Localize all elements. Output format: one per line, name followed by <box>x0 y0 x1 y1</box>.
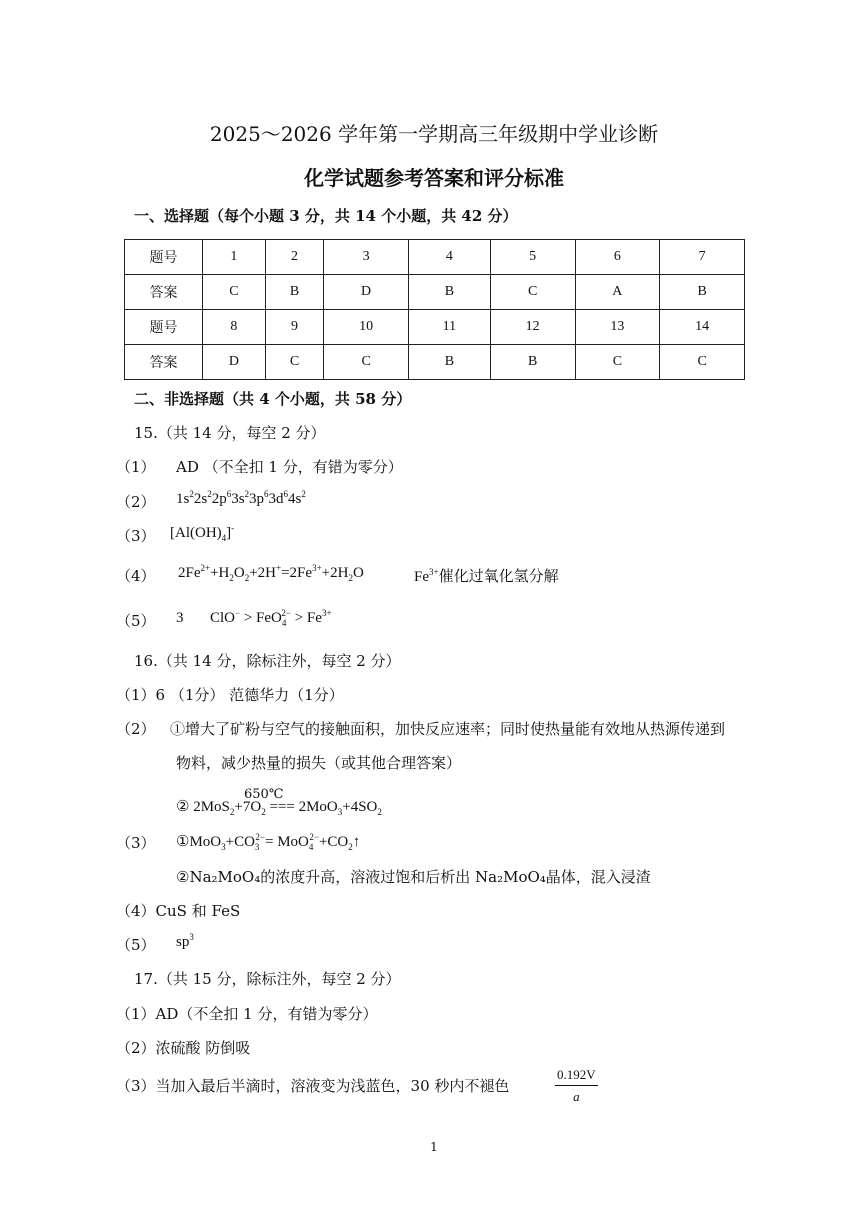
fraction-numerator: 0.192V <box>555 1067 598 1086</box>
table-cell: A <box>575 275 660 310</box>
q15-part4-note: $Fe^{3+}$催化过氧化氢分解 <box>414 567 559 585</box>
table-cell: B <box>408 275 490 310</box>
table-cell: B <box>408 345 490 380</box>
answer-table <box>124 239 745 380</box>
q16-part4: （4）CuS 和 FeS <box>116 902 241 920</box>
table-cell: D <box>324 275 409 310</box>
q16-part3-b: ②Na₂MoO₄的浓度升高，溶液过饱和后析出 Na₂MoO₄晶体，混入浸渣 <box>176 868 651 886</box>
q17-part2: （2）浓硫酸 防倒吸 <box>116 1039 251 1057</box>
q16-part2-num: （2） <box>116 720 156 738</box>
table-cell: B <box>490 345 575 380</box>
table-row <box>125 310 745 345</box>
q16-part3-a-equation: $①MoO_3+CO_3^{2-}=$ $MoO_4^{2-}+CO_2↑$ <box>176 832 361 852</box>
q15-part2-electron-config: $1s^22s^22p^63s^23p^63d^64s^2$ <box>176 489 306 507</box>
table-cell: 5 <box>490 240 575 275</box>
q17-part1: （1）AD（不全扣 1 分，有错为零分） <box>116 1005 378 1023</box>
q15-part4-equation: $2Fe^{2+}+H_2O_2+2H^+=2Fe^{3+}+2H_2O$ <box>178 563 364 583</box>
table-cell: 2 <box>265 240 323 275</box>
table-cell: 12 <box>490 310 575 345</box>
q15-part1-answer: AD （不全扣 1 分，有错为零分） <box>176 458 403 476</box>
table-cell: C <box>575 345 660 380</box>
table-cell: C <box>660 345 745 380</box>
section-heading-nonchoice: 二、非选择题（共 4 个小题，共 58 分） <box>134 390 412 408</box>
q16-reaction-condition: 650℃ <box>244 787 284 802</box>
table-cell: 6 <box>575 240 660 275</box>
q15-part5-oxidizer-order: $ClO^- > FeO_4^{2-} > Fe^{3+}$ <box>210 608 332 628</box>
q15-part3-formula: $[Al(OH)_4]^-$ <box>170 523 235 543</box>
section-heading-choice: 一、选择题（每个小题 3 分，共 14 个小题，共 42 分） <box>134 207 518 225</box>
table-cell: 10 <box>324 310 409 345</box>
q15-part3-num: （3） <box>116 527 156 545</box>
q15-part5-answer: 3 <box>176 610 184 626</box>
table-cell: 7 <box>660 240 745 275</box>
q16-part2-b-equation: ② $2MoS_2+7O_2$ === $2MoO_3+4SO_2$ <box>176 799 382 817</box>
table-row-label: 题号 <box>125 240 203 275</box>
q15-part2-num: （2） <box>116 493 156 511</box>
q17-part3-fraction <box>555 1067 598 1105</box>
q16-part1: （1）6 （1分） 范德华力（1分） <box>116 686 344 704</box>
q15-header: 15.（共 14 分，每空 2 分） <box>134 424 326 442</box>
q16-part5-hybridization: $sp^3$ <box>176 932 194 950</box>
q16-part2-a-continued: 物料，减少热量的损失（或其他合理答案） <box>176 754 462 772</box>
q16-part2-a: ①增大了矿粉与空气的接触面积，加快反应速率；同时使热量能有效地从热源传递到 <box>170 720 726 738</box>
q16-part3-num: （3） <box>116 834 156 852</box>
table-row <box>125 275 745 310</box>
table-cell: B <box>660 275 745 310</box>
table-cell: 1 <box>203 240 266 275</box>
table-cell: B <box>265 275 323 310</box>
q15-part4-num: （4） <box>116 567 156 585</box>
table-cell: C <box>324 345 409 380</box>
table-cell: 11 <box>408 310 490 345</box>
table-cell: C <box>203 275 266 310</box>
q17-part3: （3）当加入最后半滴时，溶液变为浅蓝色，30 秒内不褪色 <box>116 1077 510 1095</box>
table-row-label: 答案 <box>125 275 203 310</box>
table-cell: 8 <box>203 310 266 345</box>
table-cell: 3 <box>324 240 409 275</box>
table-cell: D <box>203 345 266 380</box>
page-subtitle: 化学试题参考答案和评分标准 <box>304 166 564 190</box>
q16-header: 16.（共 14 分，除标注外，每空 2 分） <box>134 652 401 670</box>
q17-header: 17.（共 15 分，除标注外，每空 2 分） <box>134 970 401 988</box>
q15-part5-num: （5） <box>116 612 156 630</box>
q15-part1-num: （1） <box>116 458 156 476</box>
table-cell: 13 <box>575 310 660 345</box>
table-row-label: 题号 <box>125 310 203 345</box>
table-row <box>125 345 745 380</box>
table-row <box>125 240 745 275</box>
table-cell: 14 <box>660 310 745 345</box>
table-cell: 4 <box>408 240 490 275</box>
table-cell: C <box>265 345 323 380</box>
page-title: 2025～2026 学年第一学期高三年级期中学业诊断 <box>209 122 659 146</box>
table-cell: C <box>490 275 575 310</box>
q16-part5-num: （5） <box>116 936 156 954</box>
table-cell: 9 <box>265 310 323 345</box>
fraction-denominator: a <box>573 1089 580 1104</box>
table-row-label: 答案 <box>125 345 203 380</box>
page-number: 1 <box>430 1140 438 1154</box>
